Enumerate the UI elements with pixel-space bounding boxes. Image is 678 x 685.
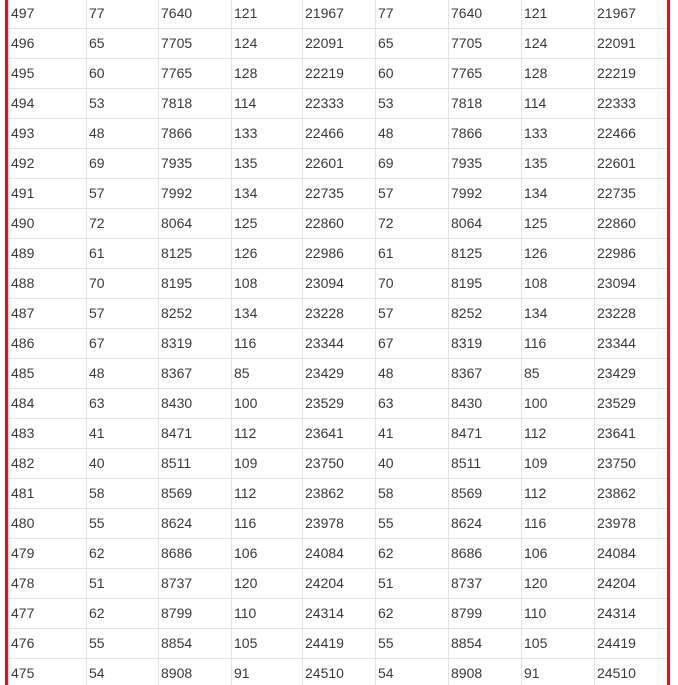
table-cell: 116 (522, 509, 595, 539)
table-cell: 8319 (159, 329, 232, 359)
table-cell: 477 (9, 599, 87, 629)
table-cell: 23641 (595, 419, 668, 449)
table-cell: 8799 (449, 599, 522, 629)
table-cell: 114 (232, 89, 303, 119)
table-cell: 55 (376, 509, 449, 539)
table-cell: 24419 (303, 629, 376, 659)
table-cell: 121 (232, 0, 303, 29)
table-cell: 134 (522, 299, 595, 329)
table-cell: 476 (9, 629, 87, 659)
table-cell: 23862 (303, 479, 376, 509)
table-cell: 496 (9, 29, 87, 59)
table-cell: 77 (87, 0, 159, 29)
table-cell: 479 (9, 539, 87, 569)
table-cell: 77 (376, 0, 449, 29)
table-cell: 21967 (303, 0, 376, 29)
table-cell: 116 (522, 329, 595, 359)
table-cell: 490 (9, 209, 87, 239)
table-cell: 23750 (303, 449, 376, 479)
table-frame (5, 0, 670, 685)
table-cell: 497 (9, 0, 87, 29)
table-cell: 69 (87, 149, 159, 179)
table-cell: 8319 (449, 329, 522, 359)
table-cell: 91 (522, 659, 595, 685)
table-cell: 7818 (159, 89, 232, 119)
table-cell: 55 (87, 629, 159, 659)
table-cell: 24084 (595, 539, 668, 569)
table-cell: 8799 (159, 599, 232, 629)
table-cell: 8471 (159, 419, 232, 449)
table-cell: 120 (522, 569, 595, 599)
table-cell: 8511 (159, 449, 232, 479)
table-cell: 23978 (303, 509, 376, 539)
table-cell: 24204 (595, 569, 668, 599)
table-cell: 114 (522, 89, 595, 119)
table-cell: 112 (522, 479, 595, 509)
table-row (9, 599, 668, 629)
table-cell: 22219 (595, 59, 668, 89)
table-cell: 48 (87, 359, 159, 389)
table-cell: 23228 (595, 299, 668, 329)
table-cell: 483 (9, 419, 87, 449)
table-cell: 8195 (159, 269, 232, 299)
table-row (9, 509, 668, 539)
table-cell: 7935 (159, 149, 232, 179)
table-cell: 7992 (449, 179, 522, 209)
table-cell: 63 (87, 389, 159, 419)
table-cell: 91 (232, 659, 303, 685)
table-cell: 72 (87, 209, 159, 239)
table-cell: 494 (9, 89, 87, 119)
table-cell: 21967 (595, 0, 668, 29)
table-cell: 72 (376, 209, 449, 239)
table-cell: 133 (522, 119, 595, 149)
table-cell: 23529 (595, 389, 668, 419)
table-cell: 8686 (449, 539, 522, 569)
table-cell: 61 (87, 239, 159, 269)
table-cell: 488 (9, 269, 87, 299)
table-cell: 40 (87, 449, 159, 479)
table-cell: 60 (376, 59, 449, 89)
table-cell: 40 (376, 449, 449, 479)
table-cell: 495 (9, 59, 87, 89)
table-row (9, 539, 668, 569)
table-cell: 105 (522, 629, 595, 659)
table-cell: 8064 (159, 209, 232, 239)
table-cell: 23641 (303, 419, 376, 449)
table-cell: 54 (376, 659, 449, 685)
table-cell: 22601 (595, 149, 668, 179)
table-cell: 23529 (303, 389, 376, 419)
table-cell: 7640 (159, 0, 232, 29)
table-cell: 24314 (303, 599, 376, 629)
table-cell: 8854 (449, 629, 522, 659)
table-cell: 63 (376, 389, 449, 419)
table-cell: 51 (376, 569, 449, 599)
table-row (9, 629, 668, 659)
data-table (8, 0, 668, 685)
table-row (9, 179, 668, 209)
table-cell: 109 (232, 449, 303, 479)
table-cell: 24510 (595, 659, 668, 685)
table-row (9, 149, 668, 179)
table-cell: 23429 (595, 359, 668, 389)
table-cell: 7866 (159, 119, 232, 149)
table-cell: 106 (232, 539, 303, 569)
table-cell: 70 (376, 269, 449, 299)
table-cell: 105 (232, 629, 303, 659)
table-cell: 53 (87, 89, 159, 119)
table-cell: 7765 (159, 59, 232, 89)
table-cell: 24510 (303, 659, 376, 685)
table-cell: 58 (376, 479, 449, 509)
table-cell: 23094 (595, 269, 668, 299)
table-cell: 57 (87, 299, 159, 329)
table-cell: 120 (232, 569, 303, 599)
table-cell: 57 (376, 179, 449, 209)
table-cell: 128 (522, 59, 595, 89)
table-cell: 7935 (449, 149, 522, 179)
table-cell: 7992 (159, 179, 232, 209)
table-cell: 67 (376, 329, 449, 359)
table-cell: 23978 (595, 509, 668, 539)
table-row (9, 0, 668, 29)
table-cell: 133 (232, 119, 303, 149)
table-cell: 8569 (449, 479, 522, 509)
table-cell: 8624 (159, 509, 232, 539)
table-cell: 116 (232, 329, 303, 359)
table-cell: 134 (522, 179, 595, 209)
table-cell: 100 (232, 389, 303, 419)
table-cell: 110 (522, 599, 595, 629)
table-cell: 22735 (303, 179, 376, 209)
table-cell: 48 (376, 359, 449, 389)
table-cell: 8430 (159, 389, 232, 419)
table-cell: 57 (87, 179, 159, 209)
table-cell: 8367 (449, 359, 522, 389)
table-cell: 128 (232, 59, 303, 89)
table-cell: 135 (522, 149, 595, 179)
table-cell: 85 (522, 359, 595, 389)
table-cell: 23228 (303, 299, 376, 329)
table-cell: 65 (87, 29, 159, 59)
table-cell: 8471 (449, 419, 522, 449)
table-cell: 58 (87, 479, 159, 509)
table-cell: 54 (87, 659, 159, 685)
table-cell: 7705 (159, 29, 232, 59)
table-cell: 8252 (159, 299, 232, 329)
table-cell: 24314 (595, 599, 668, 629)
table-cell: 22466 (303, 119, 376, 149)
table-cell: 109 (522, 449, 595, 479)
table-row (9, 209, 668, 239)
table-cell: 22091 (595, 29, 668, 59)
table-cell: 108 (232, 269, 303, 299)
table-row (9, 329, 668, 359)
table-cell: 492 (9, 149, 87, 179)
table-cell: 48 (376, 119, 449, 149)
table-cell: 48 (87, 119, 159, 149)
table-cell: 69 (376, 149, 449, 179)
table-cell: 485 (9, 359, 87, 389)
table-cell: 121 (522, 0, 595, 29)
table-cell: 22860 (595, 209, 668, 239)
table-cell: 24204 (303, 569, 376, 599)
table-cell: 62 (87, 539, 159, 569)
table-cell: 124 (232, 29, 303, 59)
table-cell: 22601 (303, 149, 376, 179)
table-cell: 62 (376, 539, 449, 569)
table-cell: 482 (9, 449, 87, 479)
table-cell: 8195 (449, 269, 522, 299)
table-cell: 8252 (449, 299, 522, 329)
table-cell: 487 (9, 299, 87, 329)
table-row (9, 449, 668, 479)
table-row (9, 569, 668, 599)
table-cell: 125 (522, 209, 595, 239)
table-cell: 134 (232, 179, 303, 209)
table-cell: 8064 (449, 209, 522, 239)
table-body (9, 0, 668, 685)
table-row (9, 359, 668, 389)
table-cell: 8686 (159, 539, 232, 569)
table-cell: 70 (87, 269, 159, 299)
table-row (9, 299, 668, 329)
table-cell: 62 (376, 599, 449, 629)
table-cell: 7765 (449, 59, 522, 89)
table-cell: 106 (522, 539, 595, 569)
table-cell: 124 (522, 29, 595, 59)
table-cell: 112 (232, 419, 303, 449)
table-cell: 112 (232, 479, 303, 509)
table-row (9, 419, 668, 449)
table-cell: 108 (522, 269, 595, 299)
table-cell: 41 (87, 419, 159, 449)
table-cell: 65 (376, 29, 449, 59)
table-row (9, 239, 668, 269)
table-cell: 478 (9, 569, 87, 599)
table-cell: 8908 (159, 659, 232, 685)
table-cell: 55 (376, 629, 449, 659)
table-cell: 24419 (595, 629, 668, 659)
table-row (9, 119, 668, 149)
table-cell: 493 (9, 119, 87, 149)
table-cell: 110 (232, 599, 303, 629)
table-row (9, 89, 668, 119)
table-cell: 7818 (449, 89, 522, 119)
table-cell: 41 (376, 419, 449, 449)
table-cell: 8854 (159, 629, 232, 659)
table-cell: 8908 (449, 659, 522, 685)
table-cell: 61 (376, 239, 449, 269)
table-cell: 116 (232, 509, 303, 539)
table-cell: 126 (522, 239, 595, 269)
table-cell: 60 (87, 59, 159, 89)
table-cell: 8430 (449, 389, 522, 419)
table-cell: 22986 (303, 239, 376, 269)
table-cell: 23094 (303, 269, 376, 299)
table-cell: 67 (87, 329, 159, 359)
table-cell: 7640 (449, 0, 522, 29)
table-cell: 135 (232, 149, 303, 179)
table-cell: 85 (232, 359, 303, 389)
table-row (9, 269, 668, 299)
table-cell: 112 (522, 419, 595, 449)
table-cell: 7705 (449, 29, 522, 59)
table-cell: 134 (232, 299, 303, 329)
table-cell: 22466 (595, 119, 668, 149)
table-cell: 23750 (595, 449, 668, 479)
table-cell: 8125 (449, 239, 522, 269)
table-cell: 489 (9, 239, 87, 269)
table-row (9, 59, 668, 89)
table-cell: 8737 (449, 569, 522, 599)
table-cell: 100 (522, 389, 595, 419)
table-cell: 8737 (159, 569, 232, 599)
table-cell: 22091 (303, 29, 376, 59)
table-cell: 55 (87, 509, 159, 539)
table-row (9, 479, 668, 509)
table-cell: 22860 (303, 209, 376, 239)
table-cell: 57 (376, 299, 449, 329)
table-row (9, 659, 668, 685)
table-cell: 8125 (159, 239, 232, 269)
table-cell: 62 (87, 599, 159, 629)
table-cell: 126 (232, 239, 303, 269)
table-cell: 125 (232, 209, 303, 239)
table-cell: 480 (9, 509, 87, 539)
table-cell: 22219 (303, 59, 376, 89)
table-cell: 53 (376, 89, 449, 119)
table-cell: 491 (9, 179, 87, 209)
table-cell: 486 (9, 329, 87, 359)
table-row (9, 389, 668, 419)
table-cell: 24084 (303, 539, 376, 569)
table-cell: 22333 (303, 89, 376, 119)
table-cell: 8624 (449, 509, 522, 539)
table-cell: 484 (9, 389, 87, 419)
table-cell: 8569 (159, 479, 232, 509)
table-cell: 8367 (159, 359, 232, 389)
table-cell: 51 (87, 569, 159, 599)
table-row (9, 29, 668, 59)
table-cell: 22333 (595, 89, 668, 119)
table-cell: 22735 (595, 179, 668, 209)
table-cell: 23429 (303, 359, 376, 389)
table-cell: 23344 (595, 329, 668, 359)
table-cell: 8511 (449, 449, 522, 479)
table-cell: 23862 (595, 479, 668, 509)
table-cell: 22986 (595, 239, 668, 269)
table-cell: 481 (9, 479, 87, 509)
table-cell: 7866 (449, 119, 522, 149)
table-cell: 475 (9, 659, 87, 685)
table-cell: 23344 (303, 329, 376, 359)
